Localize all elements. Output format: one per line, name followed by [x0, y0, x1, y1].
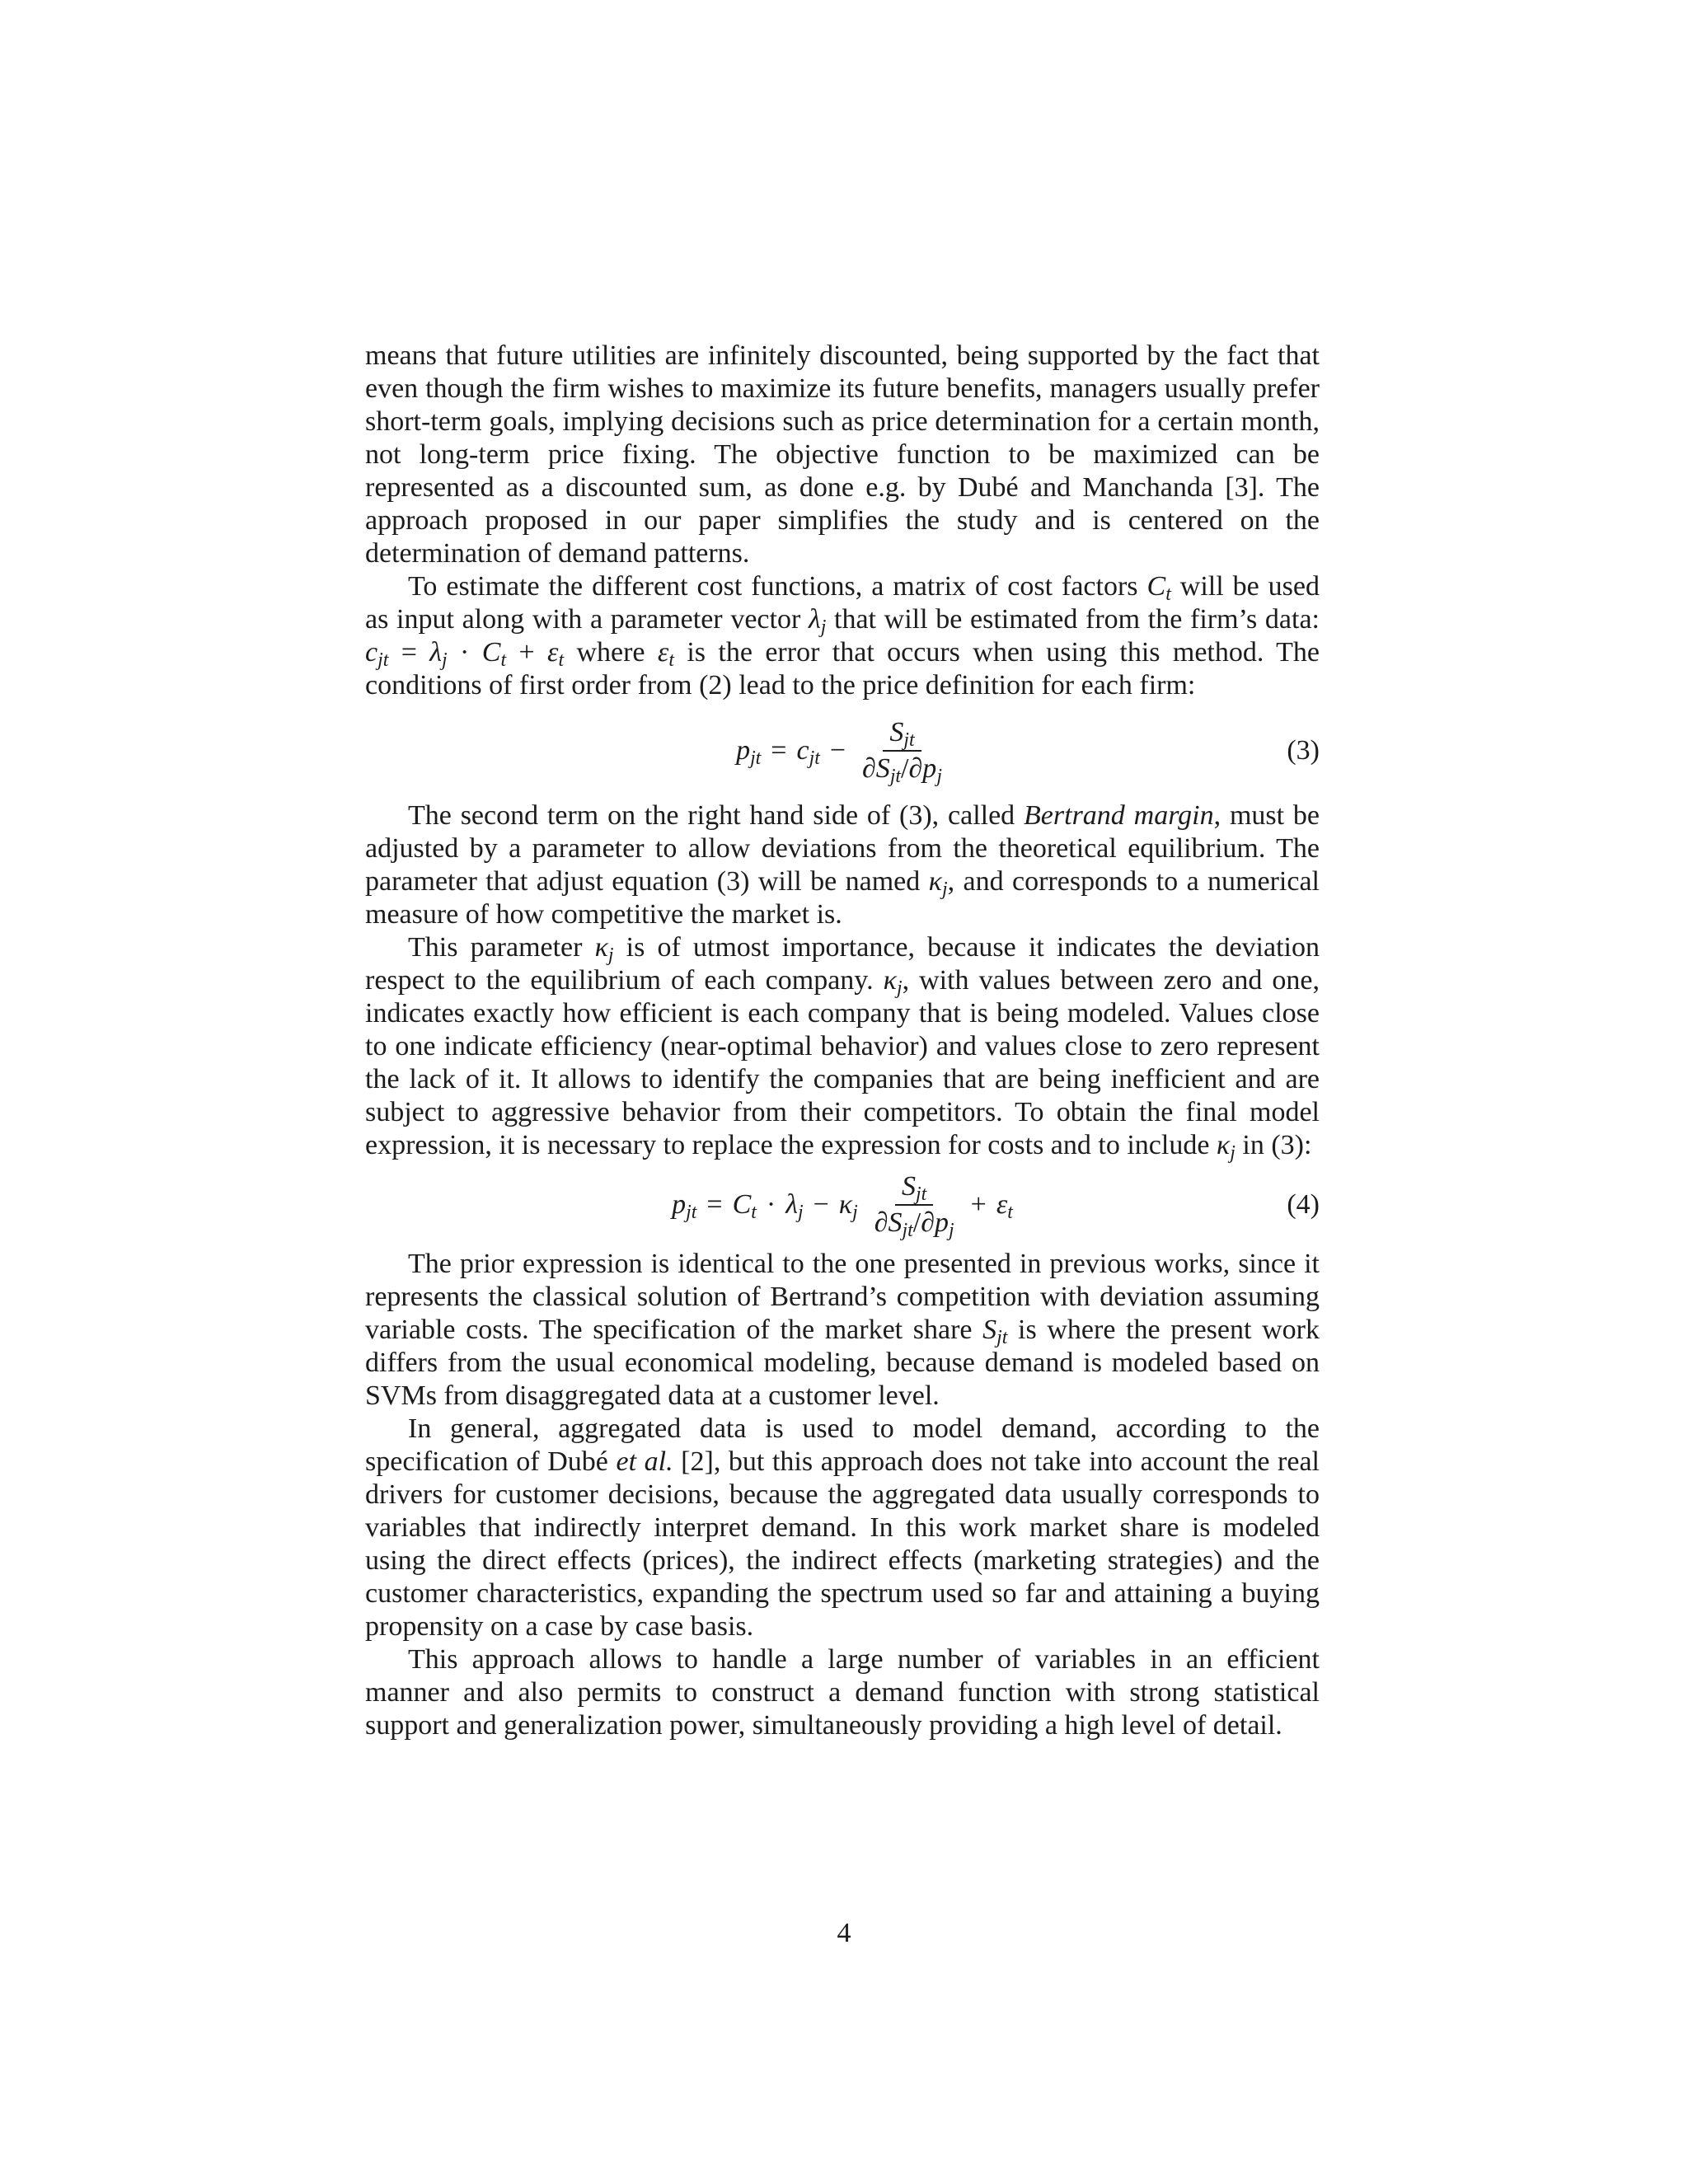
math-kappa-j: $\kappa_j$ [928, 866, 948, 900]
paragraph-text: that will be estimated from the firm’s data: [826, 604, 1320, 635]
paragraph-prior-expression [365, 1248, 1320, 1413]
paragraph-text: To estimate the different cost functions, a matrix of cost factors [408, 571, 1147, 602]
equation-4-body: $p_{jt}$ = $C_t$ · $\lambda_j$ − $\kappa_j$ $\frac{S_{jt}}{\partial S_{jt}/\partial p_j}$ + $\varepsilon_t$ [672, 1171, 1013, 1241]
math-kappa-j: $\kappa_j$ [1216, 1130, 1236, 1164]
math-epsilon-t: $\varepsilon_t$ [657, 637, 674, 671]
paragraph-text: is where the present work differs from the usual economical modeling, because demand is modeled based on SVMs from disaggregated data at a customer level. [365, 1315, 1320, 1411]
paragraph-text: , with values between zero and one, indicates exactly how efficient is each company that is being modeled. Values close to one indicate efficiency (near-optimal behavior) and values close to zero represent the lack of it. It allows to identify the companies that are being inefficient and are subject to aggressive behavior from their competitors. To obtain the final model expression, it is necessary to replace the expression for costs and to include [365, 965, 1320, 1160]
paragraph-text: , must be adjusted by a parameter to allow deviations from the theoretical equilibrium. The parameter that adjust equation (3) will be named [365, 800, 1320, 897]
equation-4 [365, 1162, 1320, 1248]
page-number: 4 [837, 1918, 851, 1948]
paragraph-approach: This approach allows to handle a large number of variables in an efficient manner and also permits to construct a demand function with strong statistical support and generalization power, simultaneously providing a high level of detail. [365, 1644, 1320, 1741]
paragraph-text: will be used as input along with a parameter vector [365, 571, 1320, 635]
paragraph-text: is the error that occurs when using this method. The conditions of first order from (2) lead to the price definition for each firm: [365, 637, 1320, 701]
math-kappa-j: $\kappa_j$ [594, 932, 614, 966]
emphasis-et-al: et al. [616, 1446, 673, 1477]
paragraph-text: This parameter [408, 932, 595, 963]
paragraph-aggregated-data [365, 1413, 1320, 1643]
paragraph-cost-functions [365, 570, 1320, 702]
math-S-jt: $S_{jt}$ [982, 1315, 1008, 1348]
equation-3-body: $p_{jt}$ = $c_{jt}$ − $\frac{S_{jt}}{\partial S_{jt}/\partial p_j}$ [731, 717, 954, 785]
equation-3 [365, 702, 1320, 799]
paragraph-text: is of utmost importance, because it indicates the deviation respect to the equilibrium of each company. [365, 932, 1320, 996]
paragraph-continuation: means that future utilities are infinitely discounted, being supported by the fact that even though the firm wishes to maximize its future benefits, managers usually prefer short-term goals, implying decisions such as price determination for a certain month, not long-term price fixing. The objective function to be maximized can be represented as a discounted sum, as done e.g. by Dubé and Manchanda [3]. The approach proposed in our paper simplifies the study and is centered on the determination of demand patterns. [365, 340, 1320, 569]
paragraph-kappa [365, 931, 1320, 1162]
bertrand-margin-fraction: $\frac{S_{jt}}{\partial S_{jt}/\partial p_j}$ [874, 1171, 954, 1241]
paragraph-text: in (3): [1235, 1130, 1312, 1160]
bertrand-margin-fraction: $\frac{S_{jt}}{\partial S_{jt}/\partial p_j}$ [862, 717, 942, 787]
equation-number: (3) [1287, 735, 1320, 766]
paragraph-text: [2], but this approach does not take into account the real drivers for customer decisions, because the aggregated data usually corresponds to variables that indirectly interpret demand. In this work market share is modeled using the direct effects (prices), the indirect effects (marketing strategies) and the customer characteristics, expanding the spectrum used so far and attaining a buying propensity on a case by case basis. [365, 1446, 1320, 1642]
math-Ct: $C_t$ [1146, 571, 1171, 605]
body-text [365, 340, 1320, 1742]
equation-number: (4) [1287, 1189, 1320, 1220]
math-kappa-j: $\kappa_j$ [883, 965, 903, 999]
emphasis-bertrand-margin: Bertrand margin [1024, 800, 1214, 831]
paragraph-text: , and corresponds to a numerical measure of how competitive the market is. [365, 866, 1320, 930]
paragraph-text: The second term on the right hand side of (3), called [408, 800, 1025, 831]
paragraph-text: In general, aggregated data is used to model demand, according to the specification of Dubé [365, 1413, 1320, 1477]
math-cost-equation: $c_{jt} = \lambda_j \cdot C_t + \varepsilon_t$ [365, 637, 565, 671]
paragraph-text: The prior expression is identical to the one presented in previous works, since it represents the classical solution of Bertrand’s competition with deviation assuming variable costs. The specification of the market share [365, 1249, 1320, 1345]
math-lambda-j: $\lambda_j$ [808, 604, 827, 638]
paragraph-text: where [564, 637, 658, 668]
paragraph-bertrand-margin [365, 799, 1320, 931]
